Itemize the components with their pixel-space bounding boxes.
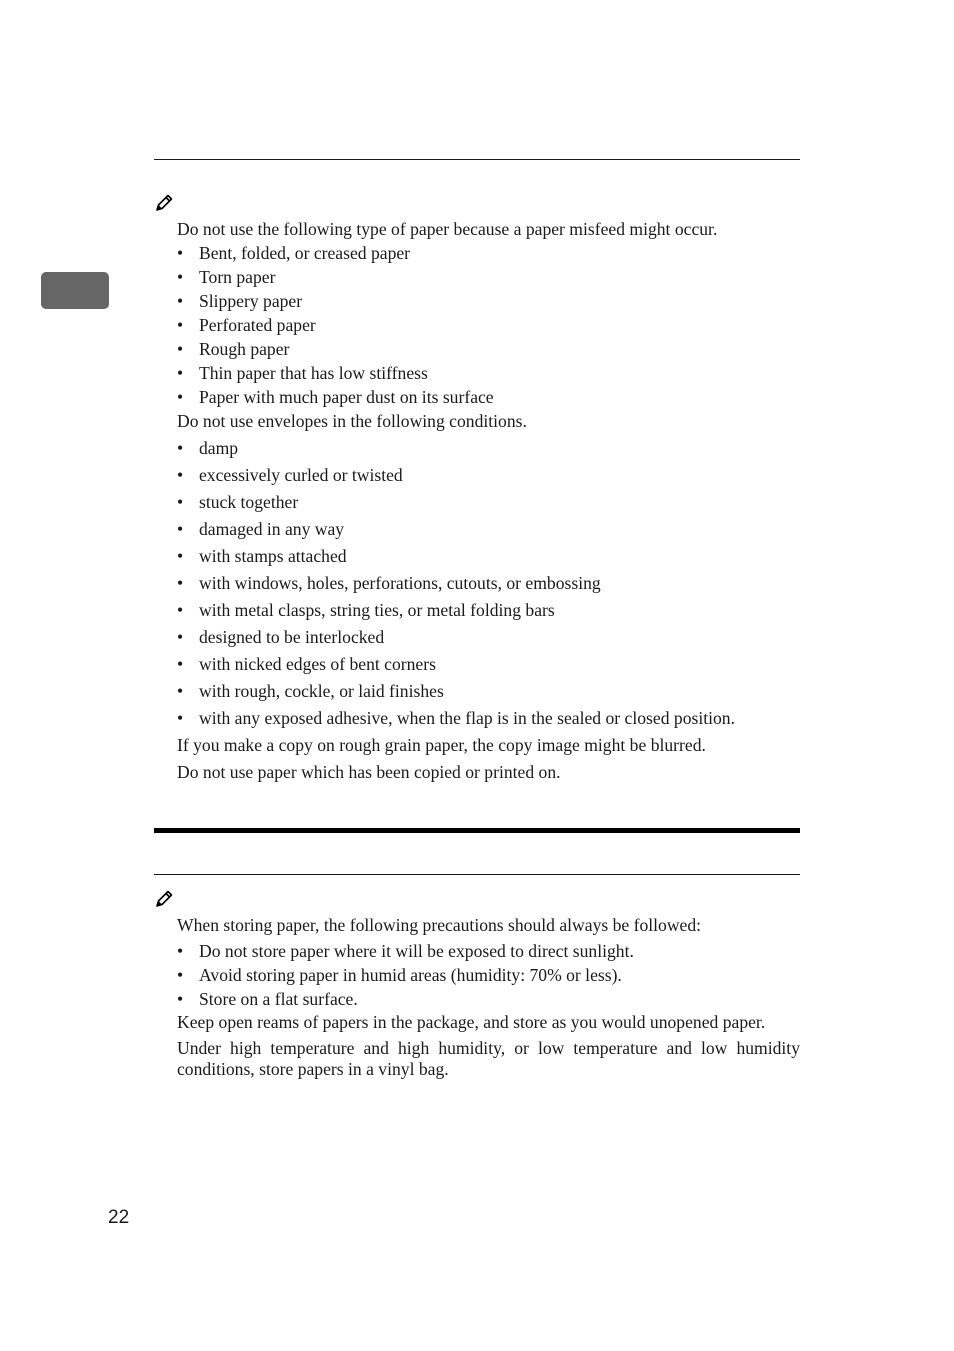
- list-item: • excessively curled or twisted: [177, 465, 403, 485]
- paper-storage-note: [177, 915, 800, 1080]
- section-divider: [154, 828, 800, 833]
- list-item: • with stamps attached: [177, 546, 347, 566]
- rough-grain-note: If you make a copy on rough grain paper, the copy image might be blurred.: [177, 735, 706, 755]
- list-item: • Store on a flat surface.: [177, 989, 358, 1009]
- paper-list: [177, 243, 800, 411]
- list-item: • Rough paper: [177, 339, 290, 359]
- list-item: • damp: [177, 438, 239, 458]
- list-item: • designed to be interlocked: [177, 627, 385, 647]
- top-rule: [154, 159, 800, 160]
- list-item: • with rough, cockle, or laid finishes: [177, 681, 444, 701]
- misfeed-intro: Do not use the following type of paper because a paper misfeed might occur.: [177, 219, 718, 239]
- paper-misfeed-note: [177, 219, 800, 783]
- page-number: 22: [108, 1207, 130, 1228]
- list-item: • Avoid storing paper in humid areas (humidity: 70% or less).: [177, 965, 622, 985]
- list-item: • damaged in any way: [177, 519, 345, 539]
- list-item: • Do not store paper where it will be exposed to direct sunlight.: [177, 941, 634, 961]
- reams-note: Keep open reams of papers in the package, and store as you would unopened paper.: [177, 1012, 766, 1032]
- humidity-note: Under high temperature and high humidity, or low temperature and low humidity conditions, store papers in a vinyl bag.: [177, 1038, 800, 1079]
- list-item: • Perforated paper: [177, 315, 316, 335]
- list-item: • Paper with much paper dust on its surface: [177, 387, 494, 407]
- pencil-icon: [154, 889, 174, 909]
- pencil-icon: [154, 193, 174, 213]
- list-item: • stuck together: [177, 492, 299, 512]
- list-item: • with metal clasps, string ties, or metal folding bars: [177, 600, 555, 620]
- storage-list: [177, 941, 800, 1013]
- storage-intro: When storing paper, the following precautions should always be followed:: [177, 915, 702, 935]
- envelope-list: [177, 438, 800, 729]
- list-item: • with nicked edges of bent corners: [177, 654, 436, 674]
- list-item: • Slippery paper: [177, 291, 303, 311]
- list-item: • Bent, folded, or creased paper: [177, 243, 411, 263]
- list-item: • with any exposed adhesive, when the flap is in the sealed or closed position.: [177, 708, 735, 728]
- list-item: • with windows, holes, perforations, cutouts, or embossing: [177, 573, 601, 593]
- envelope-intro: Do not use envelopes in the following conditions.: [177, 411, 527, 431]
- section-rule: [154, 874, 800, 875]
- chapter-tab: [41, 272, 109, 309]
- list-item: • Thin paper that has low stiffness: [177, 363, 428, 383]
- copied-paper-note: Do not use paper which has been copied or printed on.: [177, 762, 561, 782]
- list-item: • Torn paper: [177, 267, 276, 287]
